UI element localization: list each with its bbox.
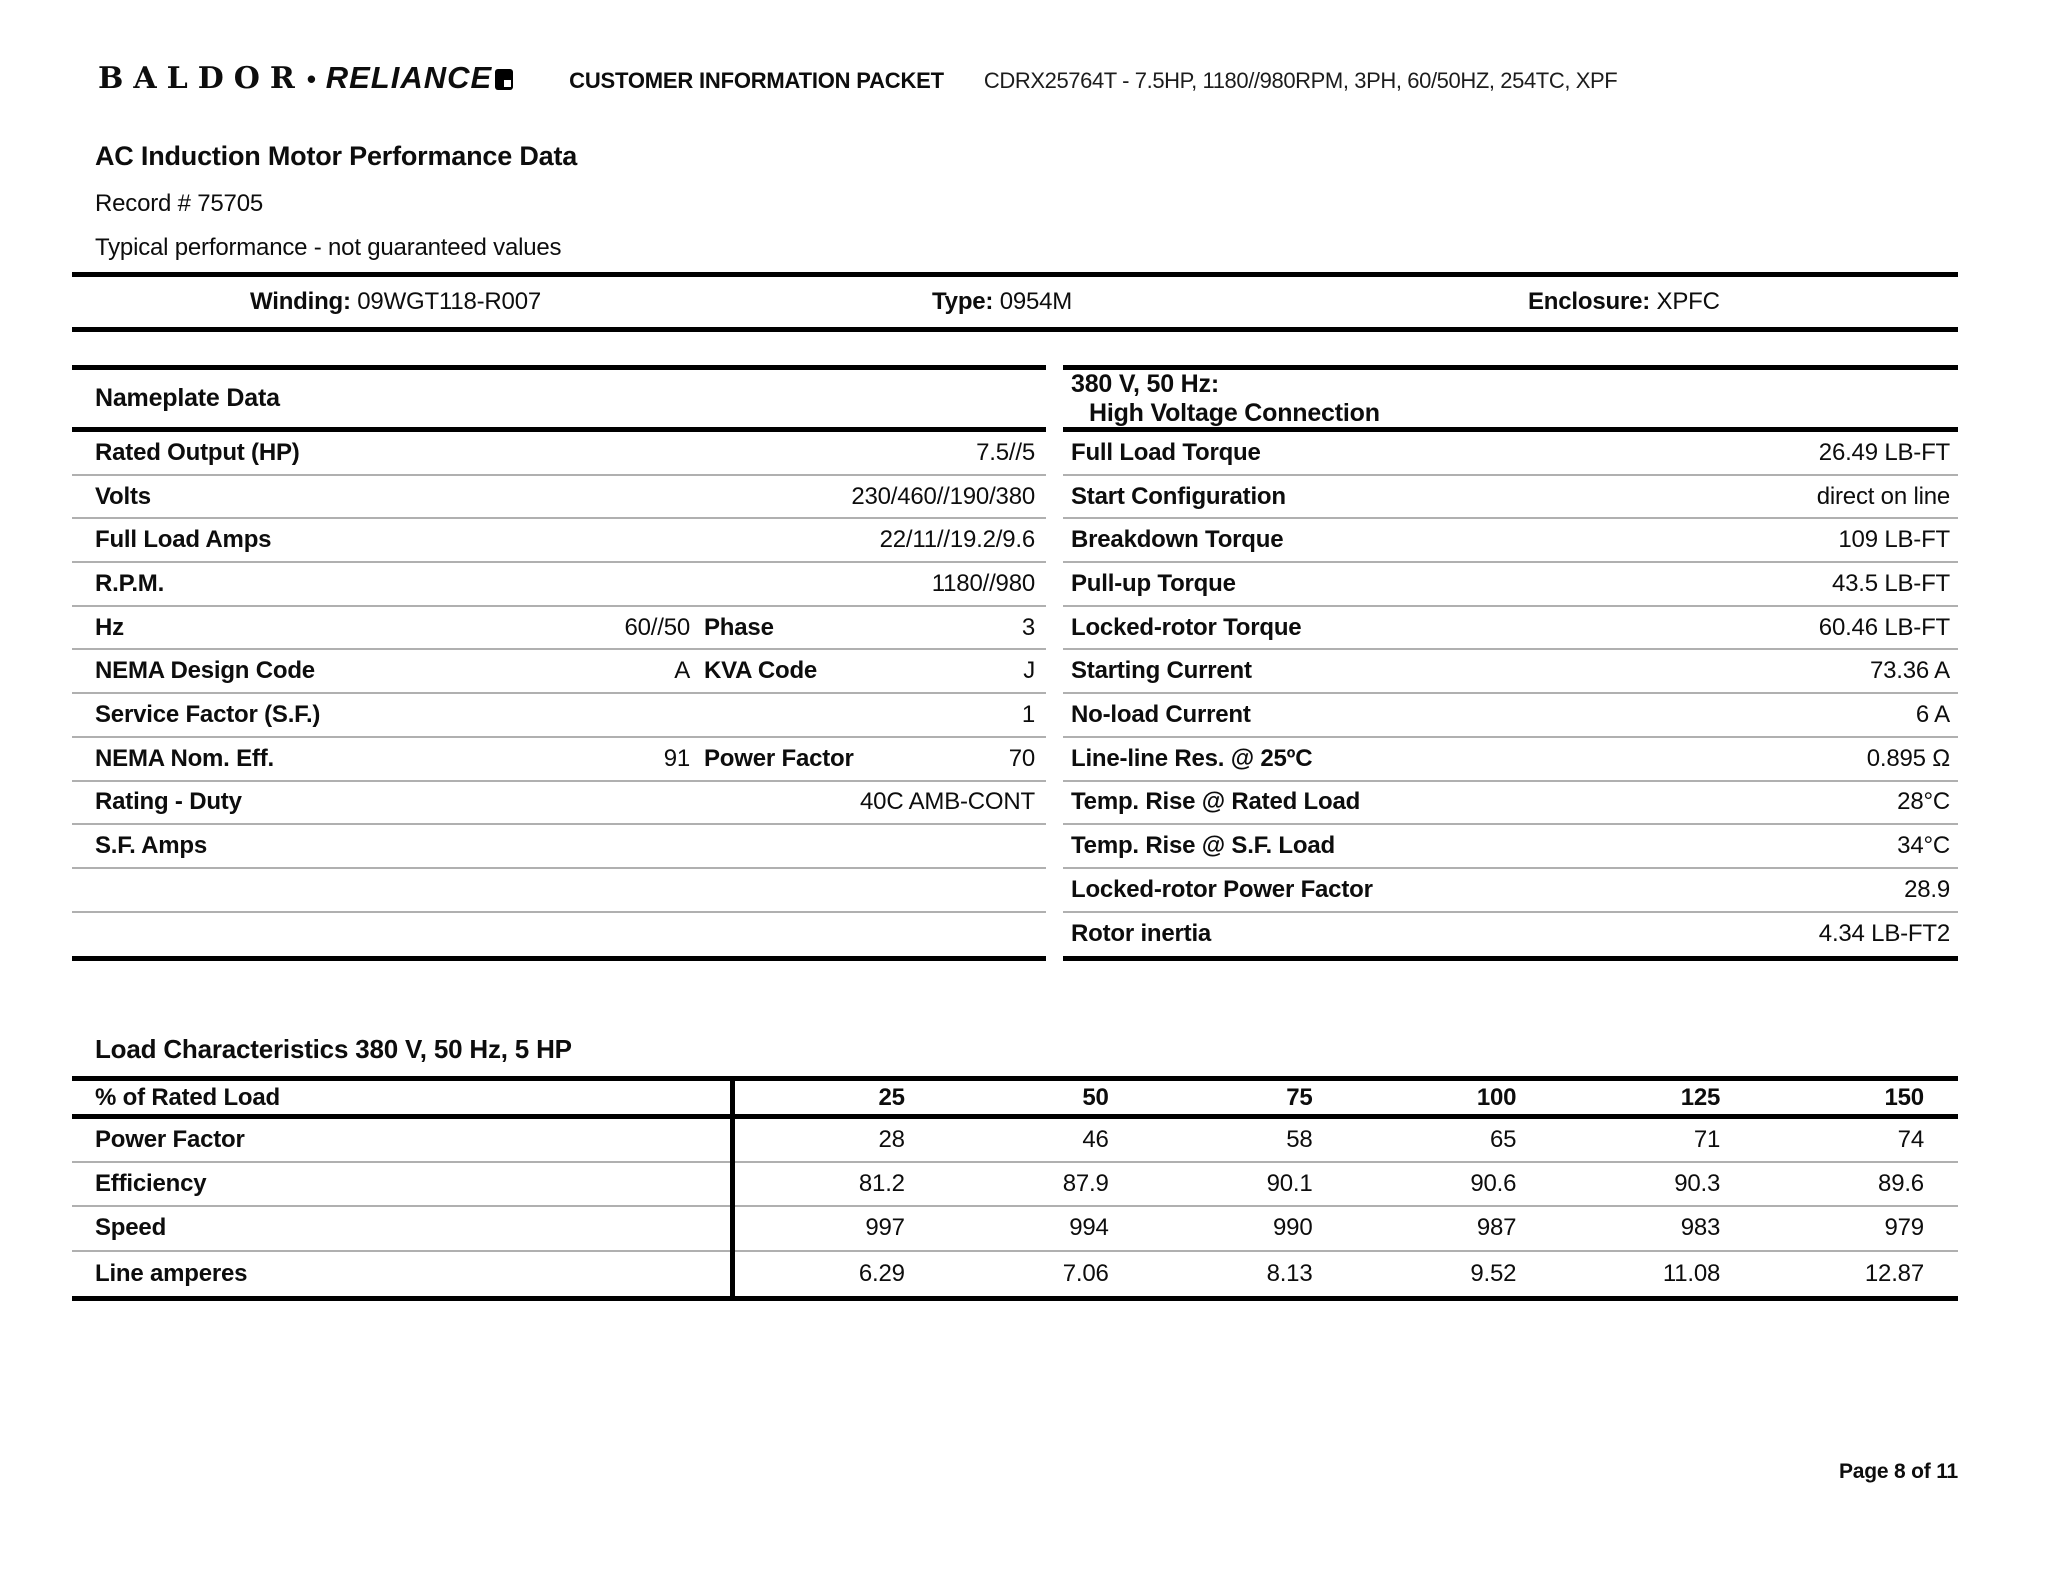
row-value: 90.1 — [1266, 1170, 1313, 1198]
row-label: No-load Current — [1071, 700, 1251, 728]
row-value: 8.13 — [1266, 1259, 1313, 1287]
table-row — [72, 825, 1046, 869]
row-label: Hz — [95, 613, 124, 641]
row-value: 90.6 — [1470, 1170, 1517, 1198]
table-row — [1063, 738, 1958, 782]
table-row — [72, 432, 1046, 476]
row-label: Start Configuration — [1071, 482, 1286, 510]
winding-bar — [72, 272, 1958, 332]
row-value: 60.46 LB-FT — [1818, 613, 1950, 641]
row-value: 979 — [1884, 1214, 1924, 1242]
row-value: 87.9 — [1062, 1170, 1109, 1198]
row-value: 91 — [663, 744, 690, 772]
load-percent-header: 125 — [1680, 1083, 1721, 1111]
page-header — [98, 60, 1617, 96]
row-value: 73.36 A — [1869, 657, 1950, 685]
row-label: Breakdown Torque — [1071, 526, 1284, 554]
table-row — [72, 476, 1046, 520]
row-value: 7.06 — [1062, 1259, 1109, 1287]
load-percent-header: 100 — [1476, 1083, 1517, 1111]
row-value: 6 A — [1915, 700, 1950, 728]
table-row — [1063, 825, 1958, 869]
row-value: 9.52 — [1470, 1259, 1517, 1287]
load-percent-header: 75 — [1286, 1083, 1313, 1111]
type-value: 0954M — [999, 288, 1073, 315]
enclosure-value: XPFC — [1656, 288, 1720, 315]
row-value: direct on line — [1816, 482, 1950, 510]
row-label: Temp. Rise @ Rated Load — [1071, 788, 1361, 816]
motor-model-line: CDRX25764T - 7.5HP, 1180//980RPM, 3PH, 60/50HZ, 254TC, XPF — [983, 68, 1618, 93]
reliance-logo: RELIANCE — [325, 60, 493, 95]
table-row-split — [72, 650, 1046, 694]
row-value: 994 — [1069, 1214, 1109, 1242]
row-value: 90.3 — [1674, 1170, 1721, 1198]
row-label: Efficiency — [95, 1170, 207, 1198]
logo-dot: • — [306, 64, 316, 94]
load-characteristics-table — [72, 1076, 1958, 1301]
voltage-frequency-heading: 380 V, 50 Hz: — [1071, 369, 1219, 398]
table-row — [1063, 694, 1958, 738]
row-label: Pull-up Torque — [1071, 569, 1236, 597]
row-label: Rated Output (HP) — [95, 438, 300, 466]
connection-heading: High Voltage Connection — [1089, 398, 1380, 427]
performance-heading — [1063, 370, 1958, 432]
row-label: Volts — [95, 482, 151, 510]
row-label-2: Power Factor — [704, 744, 854, 772]
table-row — [1063, 869, 1958, 913]
table-row — [1063, 607, 1958, 651]
row-value: 0.895 Ω — [1866, 744, 1950, 772]
row-value: 28 — [878, 1126, 905, 1154]
row-label: Starting Current — [1071, 657, 1252, 685]
row-value: 1180//980 — [931, 569, 1035, 597]
row-value: 74 — [1897, 1126, 1924, 1154]
load-characteristics-title: Load Characteristics 380 V, 50 Hz, 5 HP — [95, 1034, 572, 1064]
row-value: 4.34 LB-FT2 — [1818, 920, 1950, 948]
row-value: 7.5//5 — [976, 438, 1035, 466]
nameplate-table — [72, 365, 1046, 961]
load-table-row — [72, 1252, 1958, 1296]
row-value-2: J — [1023, 657, 1035, 685]
row-label: Power Factor — [95, 1126, 245, 1154]
reliance-registered-mark-icon — [495, 69, 513, 90]
table-row — [1063, 432, 1958, 476]
row-value: 71 — [1693, 1126, 1721, 1154]
row-label: NEMA Design Code — [95, 657, 315, 685]
enclosure-label: Enclosure: — [1528, 288, 1651, 315]
row-label: Speed — [95, 1214, 167, 1242]
nameplate-heading: Nameplate Data — [72, 370, 1046, 432]
row-value: 81.2 — [858, 1170, 905, 1198]
row-label: S.F. Amps — [95, 832, 208, 860]
row-label: Temp. Rise @ S.F. Load — [1071, 832, 1335, 860]
type-cell — [932, 277, 1072, 327]
row-value: 22/11//19.2/9.6 — [879, 526, 1035, 554]
baldor-logo: BALDOR — [98, 61, 305, 96]
row-label: NEMA Nom. Eff. — [95, 744, 274, 772]
table-row — [72, 694, 1046, 738]
page-title: AC Induction Motor Performance Data — [95, 141, 578, 171]
row-value: 990 — [1273, 1214, 1313, 1242]
load-percent-header: 25 — [878, 1083, 905, 1111]
table-row — [1063, 913, 1958, 957]
table-row — [1063, 519, 1958, 563]
table-row-blank — [72, 913, 1046, 957]
row-label: Locked-rotor Torque — [1071, 613, 1302, 641]
row-label: R.P.M. — [95, 569, 165, 597]
row-value: 89.6 — [1878, 1170, 1924, 1198]
row-value: 983 — [1680, 1214, 1721, 1242]
table-row-split — [72, 738, 1046, 782]
row-value: 40C AMB-CONT — [860, 788, 1035, 816]
row-value: 60//50 — [624, 613, 690, 641]
winding-value: 09WGT118-R007 — [357, 288, 541, 315]
row-label: Full Load Amps — [95, 526, 272, 554]
row-value: 65 — [1490, 1126, 1517, 1154]
row-label-2: KVA Code — [704, 657, 818, 685]
table-row — [1063, 563, 1958, 607]
table-row-split — [72, 607, 1046, 651]
row-value: 6.29 — [858, 1259, 905, 1287]
table-vertical-divider — [730, 1081, 735, 1296]
table-row — [1063, 782, 1958, 826]
row-value: 987 — [1476, 1214, 1517, 1242]
row-value-2: 70 — [1008, 744, 1035, 772]
row-value: 26.49 LB-FT — [1818, 438, 1950, 466]
page-number: Page 8 of 11 — [1839, 1460, 1958, 1483]
load-table-row — [72, 1207, 1958, 1251]
row-label: Locked-rotor Power Factor — [1071, 875, 1373, 903]
row-value: 28°C — [1897, 788, 1950, 816]
row-left-pair — [95, 745, 690, 773]
row-value: 58 — [1286, 1126, 1313, 1154]
row-value: 109 LB-FT — [1838, 526, 1950, 554]
row-label: Line-line Res. @ 25ºC — [1071, 744, 1313, 772]
row-value: 11.08 — [1662, 1259, 1721, 1287]
row-label-2: Phase — [704, 613, 774, 641]
row-value-2: 3 — [1021, 613, 1035, 641]
table-row — [72, 519, 1046, 563]
winding-cell — [250, 277, 541, 327]
row-label: Rotor inertia — [1071, 920, 1212, 948]
table-row — [72, 782, 1046, 826]
row-value: 43.5 LB-FT — [1831, 569, 1950, 597]
row-left-pair — [95, 657, 690, 685]
load-table-row — [72, 1163, 1958, 1207]
enclosure-cell — [1528, 277, 1720, 327]
load-percent-header: 50 — [1082, 1083, 1109, 1111]
load-table-header-row — [72, 1081, 1958, 1119]
winding-label: Winding: — [250, 288, 351, 315]
table-row — [1063, 476, 1958, 520]
document-title: CUSTOMER INFORMATION PACKET — [569, 68, 944, 93]
row-label: Rating - Duty — [95, 788, 242, 816]
performance-note: Typical performance - not guaranteed values — [95, 234, 562, 261]
row-label: Service Factor (S.F.) — [95, 700, 321, 728]
type-label: Type: — [932, 288, 994, 315]
table-row-blank — [72, 869, 1046, 913]
row-value: 34°C — [1897, 832, 1950, 860]
load-percent-header: 150 — [1884, 1083, 1924, 1111]
row-value: 28.9 — [1904, 875, 1950, 903]
row-label: Full Load Torque — [1071, 438, 1261, 466]
row-value: 12.87 — [1864, 1259, 1924, 1287]
row-value: 1 — [1021, 700, 1035, 728]
row-label: Line amperes — [95, 1259, 248, 1287]
load-header-label: % of Rated Load — [95, 1083, 281, 1111]
load-table-row — [72, 1119, 1958, 1163]
table-row — [72, 563, 1046, 607]
row-left-pair — [95, 614, 690, 642]
performance-table — [1063, 365, 1958, 961]
record-number: Record # 75705 — [95, 190, 263, 217]
row-value: A — [674, 657, 690, 685]
row-value: 230/460//190/380 — [851, 482, 1035, 510]
row-value: 46 — [1082, 1126, 1109, 1154]
table-row — [1063, 650, 1958, 694]
row-value: 997 — [865, 1214, 905, 1242]
title-block — [95, 138, 577, 264]
